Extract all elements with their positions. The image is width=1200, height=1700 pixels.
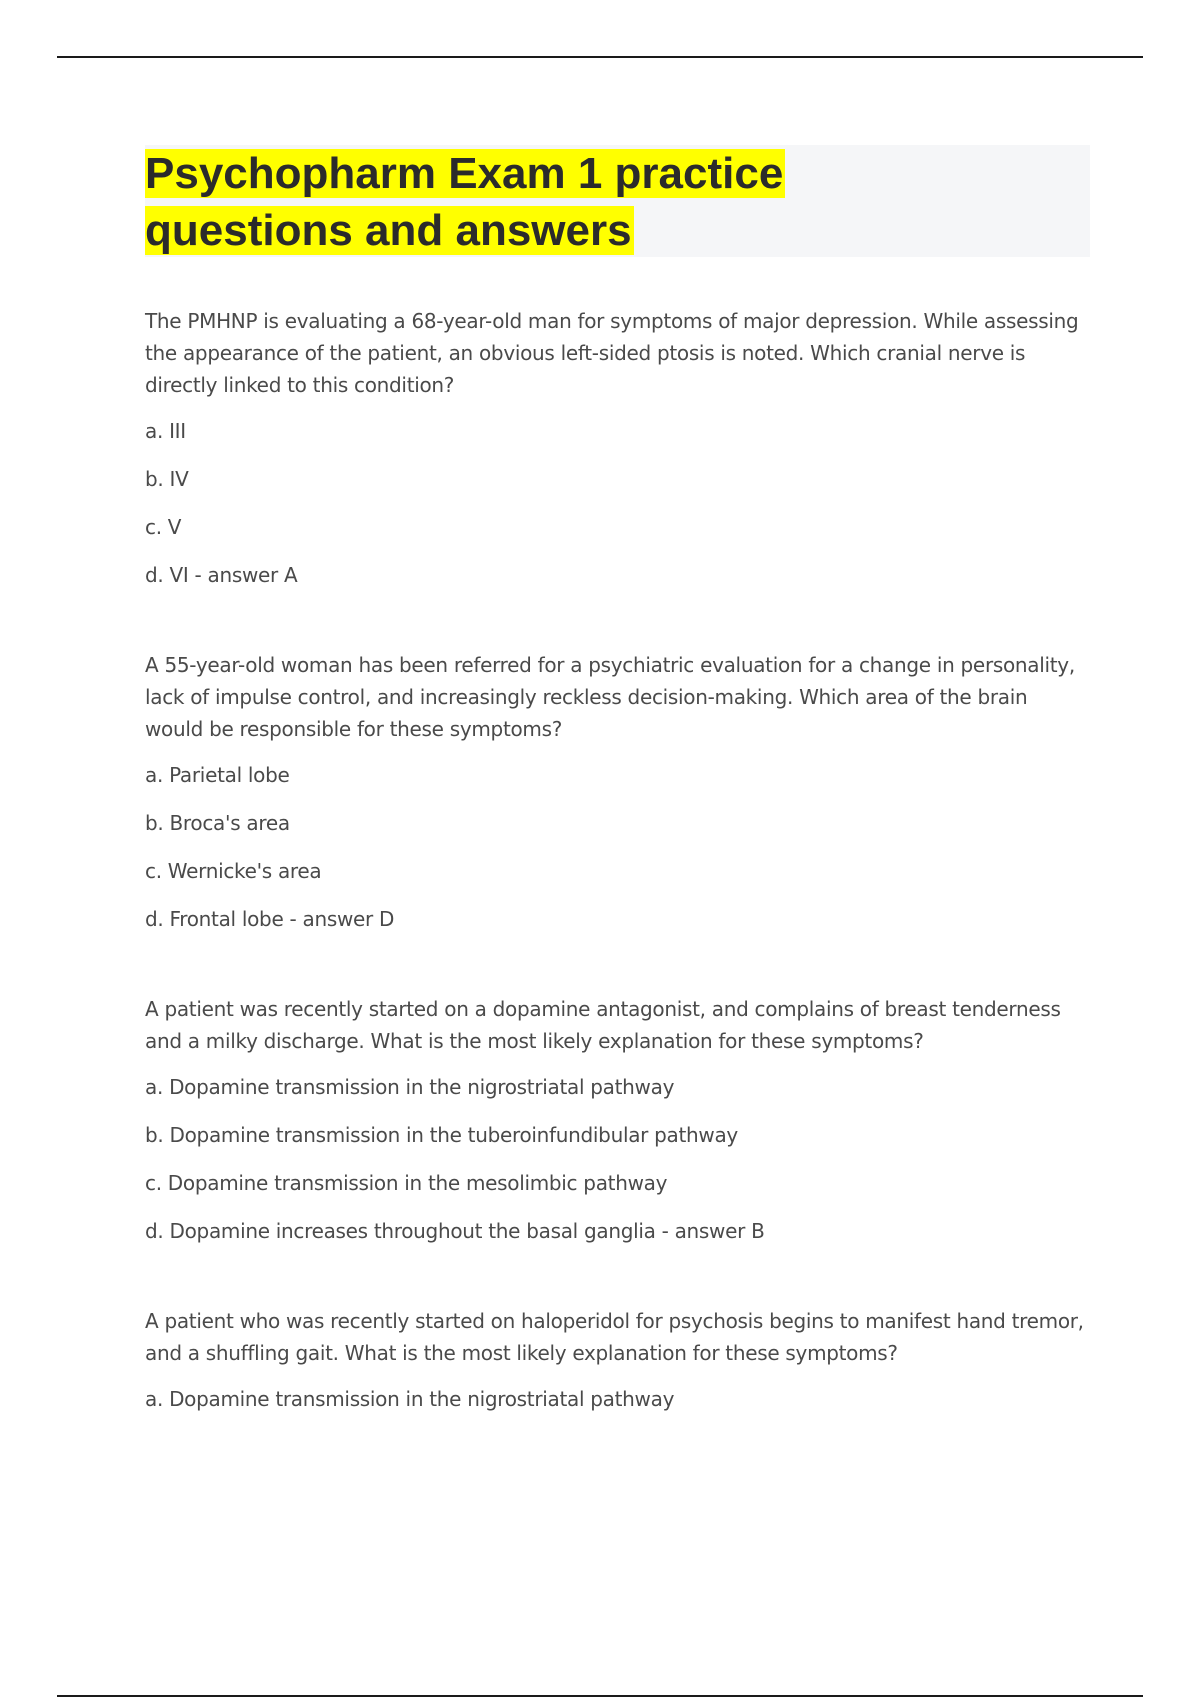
document-body <box>145 145 1090 1473</box>
bottom-rule <box>57 1695 1143 1697</box>
page-title <box>145 145 1090 259</box>
answer-option: c. Dopamine transmission in the mesolimbic pathway <box>145 1171 668 1195</box>
question-3 <box>145 993 1090 1263</box>
question-stem: The PMHNP is evaluating a 68-year-old man for symptoms of major depression. While assessing the appearance of the patient, an obvious left-sided ptosis is noted. Which cranial nerve is directly linked to this condition? <box>145 309 1079 397</box>
answer-option: c. Wernicke's area <box>145 859 322 883</box>
question-stem: A patient was recently started on a dopamine antagonist, and complains of breast tenderness and a milky discharge. What is the most likely explanation for these symptoms? <box>145 997 1061 1053</box>
question-1 <box>145 305 1090 607</box>
answer-option: b. Broca's area <box>145 811 290 835</box>
question-stem: A 55-year-old woman has been referred for a psychiatric evaluation for a change in personality, lack of impulse control, and increasingly reckless decision-making. Which area of the brain would be responsible for these symptoms? <box>145 653 1075 741</box>
answer-option: d. Dopamine increases throughout the basal ganglia - answer B <box>145 1219 765 1243</box>
question-2 <box>145 649 1090 951</box>
answer-option: a. Dopamine transmission in the nigrostriatal pathway <box>145 1387 675 1411</box>
answer-option: d. Frontal lobe - answer D <box>145 907 395 931</box>
title-line-2: questions and answers <box>145 206 632 255</box>
question-4 <box>145 1305 1090 1431</box>
title-block <box>145 145 1090 257</box>
answer-option: b. Dopamine transmission in the tuberoinfundibular pathway <box>145 1123 738 1147</box>
answer-option: a. III <box>145 419 186 443</box>
answer-option: a. Dopamine transmission in the nigrostriatal pathway <box>145 1075 675 1099</box>
title-line-1: Psychopharm Exam 1 practice <box>145 149 784 198</box>
question-stem: A patient who was recently started on haloperidol for psychosis begins to manifest hand tremor, and a shuffling gait. What is the most likely explanation for these symptoms? <box>145 1309 1084 1365</box>
answer-option: a. Parietal lobe <box>145 763 290 787</box>
answer-option: c. V <box>145 515 182 539</box>
answer-option: b. IV <box>145 467 189 491</box>
answer-option: d. VI - answer A <box>145 563 298 587</box>
top-rule <box>57 56 1143 58</box>
